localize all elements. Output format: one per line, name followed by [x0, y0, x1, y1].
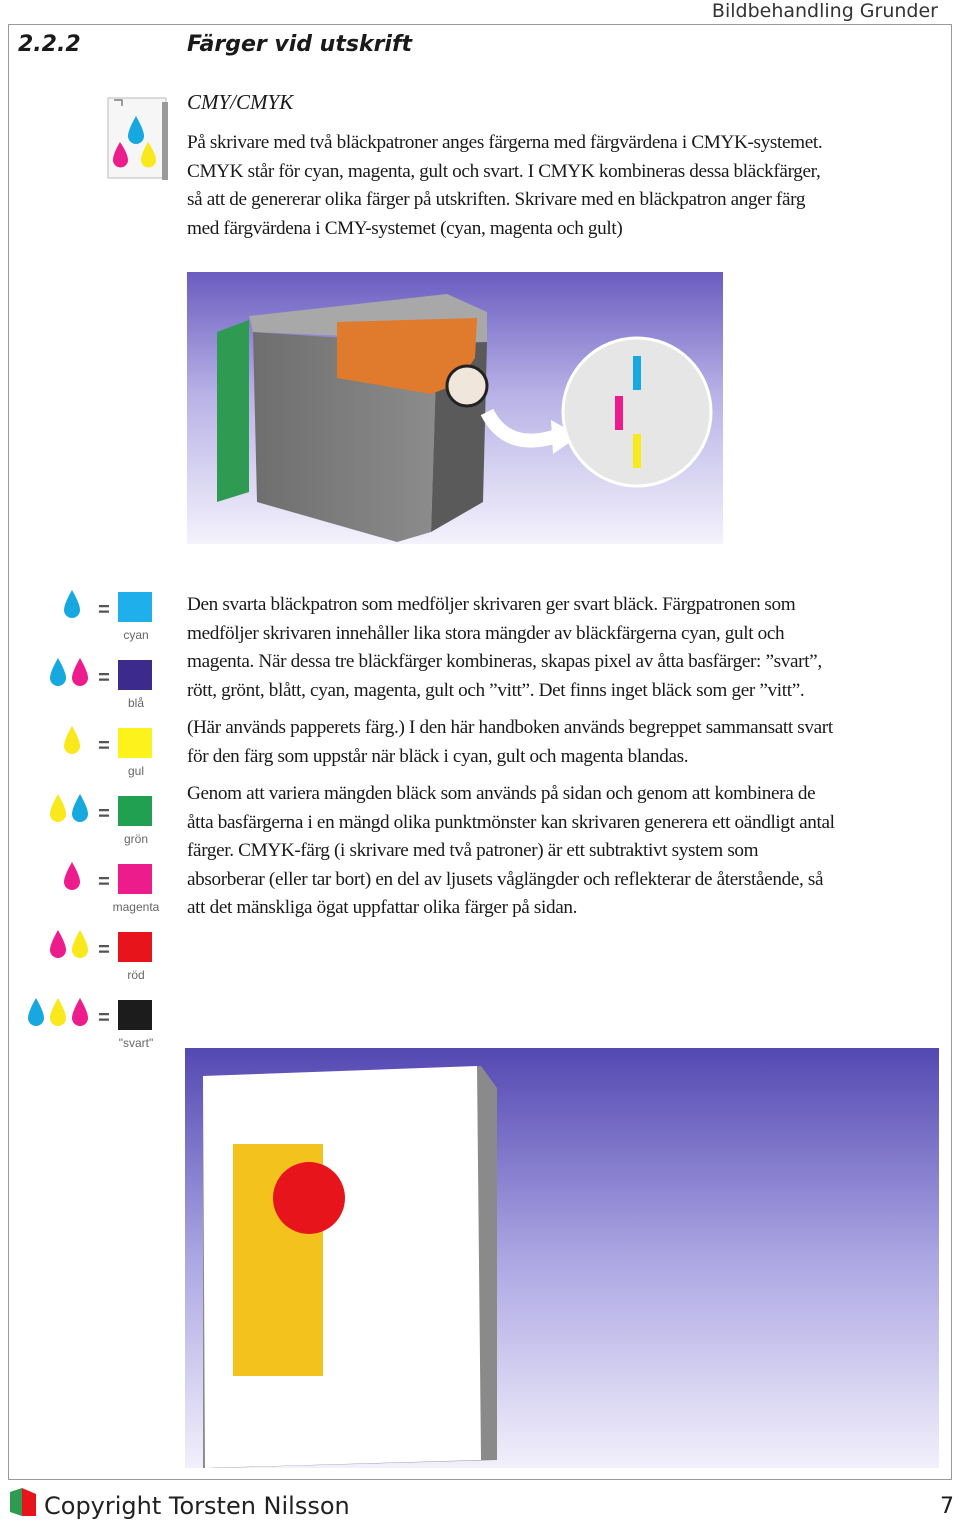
mix-label: "svart" [118, 1036, 154, 1050]
text-line: medföljer skrivaren innehåller lika stora mängder av bläckfärgerna cyan, gult och [187, 622, 785, 644]
mix-row [22, 720, 168, 777]
text-line: CMYK står för cyan, magenta, gult och svart. I CMYK kombineras dessa bläckfärger, [187, 160, 821, 182]
text-line: rött, grönt, blått, cyan, magenta, gult och ”vitt”. Det finns inget bläck som ger ”vitt”. [187, 679, 805, 701]
mix-label: röd [127, 968, 145, 982]
section-title: Färger vid utskrift [187, 32, 413, 57]
text-line: Genom att variera mängden bläck som används på sidan och genom att kombinera de [187, 783, 816, 804]
text-line: så att de genererar olika färger på utskriften. Skrivare med en bläckpatron anger färg [187, 189, 806, 210]
svg-text:=: = [98, 803, 110, 825]
text-line: På skrivare med två bläckpatroner anges färgerna med färgvärdena i CMYK-systemet. [187, 132, 823, 153]
mix-row [22, 856, 168, 913]
text-line: åtta basfärgerna i en mängd olika punktmönster kan skrivaren generera ett oändligt antal [187, 811, 835, 833]
svg-text:=: = [98, 939, 110, 961]
svg-text:=: = [98, 871, 110, 893]
svg-text:=: = [98, 667, 110, 689]
text-line: med färgvärdena i CMY-systemet (cyan, magenta och gult) [187, 217, 623, 239]
mix-label: grön [123, 832, 149, 846]
mix-label: cyan [123, 628, 149, 642]
mix-label: magenta [112, 900, 160, 914]
svg-text:=: = [98, 735, 110, 757]
intro-paragraph [187, 129, 947, 243]
halftone-illustration [185, 1048, 939, 1468]
page-number: 7 [940, 1494, 954, 1519]
breadcrumb: Bildbehandling Grunder [711, 0, 938, 22]
body-paragraph-3 [187, 780, 947, 923]
text-line: absorberar (eller tar bort) en del av ljusets våglängder och reflekterar de återstående, så [187, 868, 824, 890]
mix-label: blå [127, 696, 144, 710]
body-paragraph-1 [187, 591, 947, 705]
mix-row [22, 584, 168, 641]
svg-text:=: = [98, 1007, 110, 1029]
text-line: färger. CMYK-färg (i skrivare med två patroner) är ett subtraktivt system som [187, 840, 759, 861]
text-line: (Här används papperets färg.) I den här handboken används begreppet sammansatt svart [187, 717, 833, 738]
text-line: Den svarta bläckpatron som medföljer skrivaren ger svart bläck. Färgpatronen som [187, 594, 796, 615]
copyright: Copyright Torsten Nilsson [44, 1492, 350, 1520]
text-line: att det mänskliga ögat uppfattar olika färger på sidan. [187, 897, 578, 918]
text-line: för den färg som uppstår när bläck i cyan, gult och magenta blandas. [187, 745, 689, 767]
ink-drops-icon [104, 94, 170, 182]
svg-text:=: = [98, 599, 110, 621]
section-number: 2.2.2 [18, 32, 81, 57]
mix-row [22, 788, 168, 845]
logo-icon [8, 1488, 38, 1518]
mix-label: gul [127, 764, 144, 778]
text-line: magenta. När dessa tre bläckfärger kombineras, skapas pixel av åtta basfärger: ”svart”, [187, 651, 822, 672]
mix-row [22, 924, 168, 981]
mix-row [22, 992, 168, 1049]
subsection-title: CMY/CMYK [187, 90, 294, 114]
cartridge-illustration [187, 272, 723, 544]
color-mix-legend [22, 584, 168, 1050]
body-paragraph-2 [187, 714, 947, 771]
mix-row [22, 652, 168, 709]
